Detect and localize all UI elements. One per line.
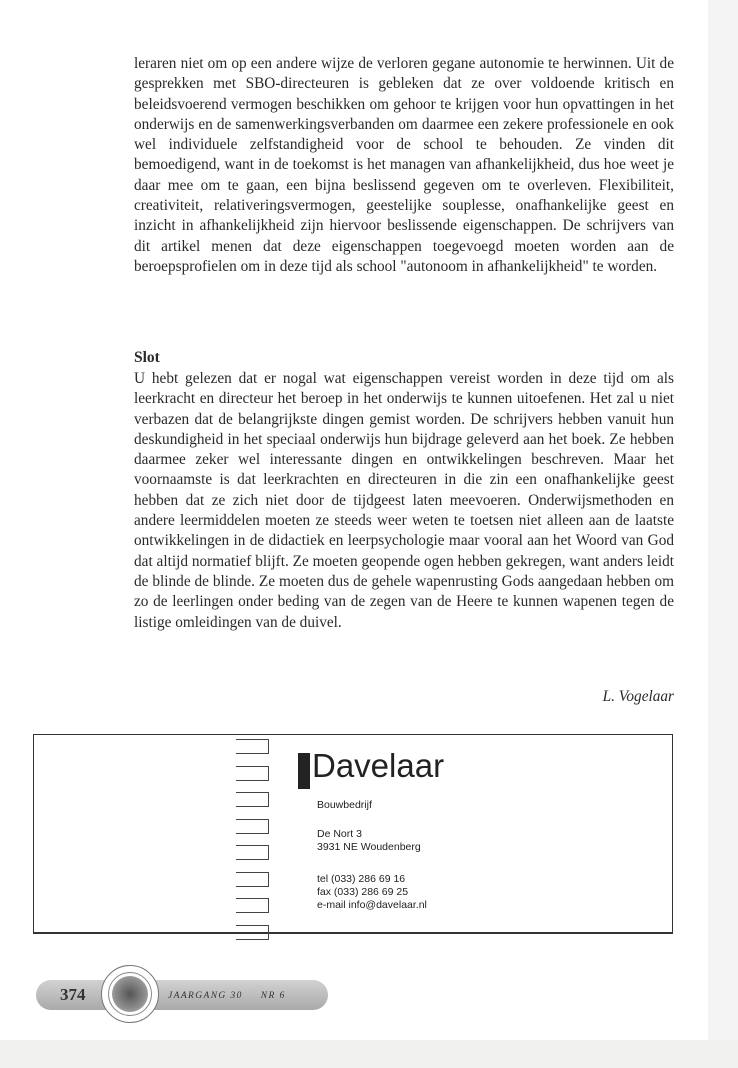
- brand-subtitle: Bouwbedrijf: [317, 799, 372, 811]
- address-line-2: 3931 NE Woudenberg: [317, 841, 421, 853]
- brand-name: Davelaar: [312, 747, 445, 784]
- bracket-icon: [236, 872, 269, 887]
- bottom-band: [0, 1040, 738, 1068]
- author-signature: L. Vogelaar: [602, 688, 674, 705]
- bracket-icon: [236, 792, 269, 807]
- page-edge: [708, 0, 738, 1068]
- fax: fax (033) 286 69 25: [317, 886, 409, 898]
- article-paragraph-2: U hebt gelezen dat er nogal wat eigenschappen vereist worden in deze tijd om als leerkracht en directeur het beroep in het onderwijs te kunnen uitoefenen. Het zal u niet verbazen dat de belangrijkste dingen gemist worden. De schrijvers hebben vanuit hun deskundigheid in het speciaal onderwijs hun bijdrage geleverd aan het boek. Ze hebben daarmee zeker wel interessante dingen en ontwikkelingen beschreven. Maar het voornaamste is dat leerkrachten en directeuren in die zin een onafhankelijke geest hebben dat ze zich niet door de tijdgeest laten meevoeren. Onderwijsmethoden en andere leermiddelen moeten ze steeds weer weten te toetsen niet alleen aan de laatste ontwikkelingen in de didactiek en leerpsychologie maar vooral aan het Woord van God dat altijd normatief blijft. Ze moeten geopende ogen hebben gekregen, want anders leidt de blinde de blinde. Ze moeten dus de gehele wapenrusting Gods aangedaan hebben om zo de leerlingen onder beding van de zegen van de Heere te kunnen wapenen tegen de listige omleidingen van de duivel.: [134, 370, 674, 631]
- seal-emblem-icon: [112, 976, 148, 1012]
- bracket-icon: [236, 898, 269, 913]
- bracket-icon: [236, 766, 269, 781]
- journal-seal-icon: [101, 965, 159, 1023]
- bracket-icon: [236, 925, 269, 940]
- advertisement-box: [33, 734, 673, 934]
- bracket-icon: [236, 739, 269, 754]
- article-paragraph-1: leraren niet om op een andere wijze de verloren gegane autonomie te herwinnen. Uit de gesprekken met SBO-directeuren is gebleken dat ze over voldoende kritisch en beleidsvoerend vermogen beschikken om gehoor te krijgen voor hun opvattingen in het onderwijs en de samenwerkingsverbanden om daarmee een zekere professionele en ook wel individuele zelfstandigheid voor de school te behouden. Ze vinden dit bemoedigend, want in de toekomst is het managen van afhankelijkheid, dus hoe weet je daar mee om te gaan, een bijna beslissend gegeven om te overleven. Flexibiliteit, creativiteit, relativeringsvermogen, geestelijke souplesse, onafhankelijke geest en inzicht in afhankelijkheid zijn hiervoor beslissende eigenschappen. De schrijvers van dit artikel menen dat deze eigenschappen toegevoegd moeten worden aan de beroepsprofielen om in deze tijd als school "autonoom in afhankelijkheid" te worden.: [134, 55, 674, 275]
- volume-label: JAARGANG 30: [168, 991, 243, 1001]
- bracket-icon: [236, 845, 269, 860]
- issue-label: NR 6: [260, 991, 286, 1001]
- logo-bar-icon: [298, 753, 310, 789]
- telephone: tel (033) 286 69 16: [317, 873, 406, 885]
- address-line-1: De Nort 3: [317, 828, 362, 840]
- section-heading-slot: Slot: [134, 349, 160, 366]
- bracket-decoration: [236, 739, 272, 951]
- email: e-mail info@davelaar.nl: [317, 899, 427, 911]
- journal-issue: [168, 991, 286, 1001]
- page-number: 374: [60, 985, 86, 1004]
- bracket-icon: [236, 819, 269, 834]
